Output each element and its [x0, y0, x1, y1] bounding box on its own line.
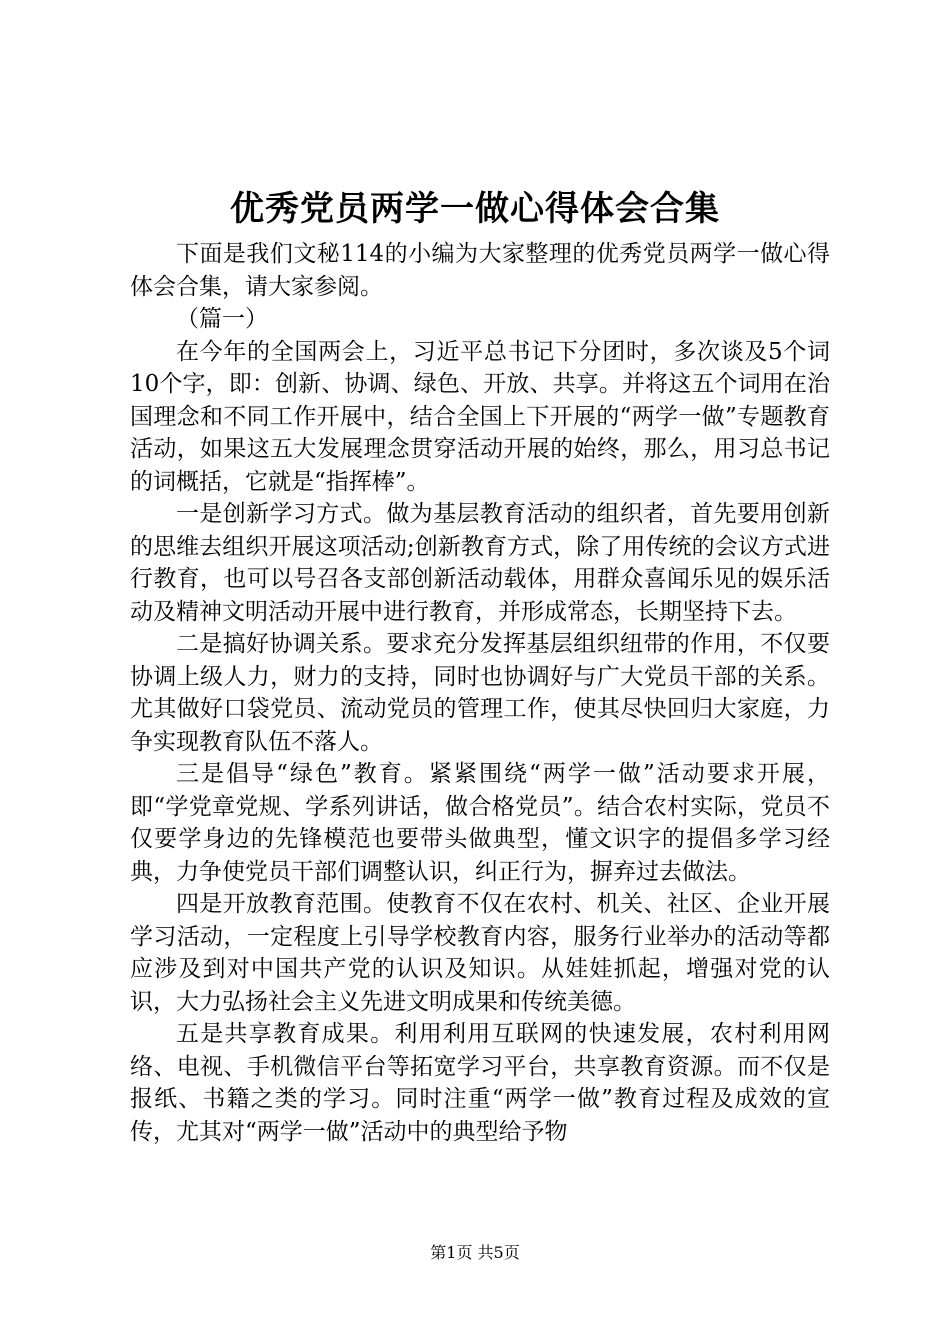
document-body: [130, 238, 830, 1148]
page-footer: 第1页 共5页: [430, 1243, 520, 1262]
paragraph-sharing: 五是共享教育成果。利用利用互联网的快速发展，农村利用网络、电视、手机微信平台等拓宽学习平台，共享教育资源。而不仅是报纸、书籍之类的学习。同时注重“两学一做”教育过程及成效的宣传，尤其对“两学一做”活动中的典型给予物: [130, 1021, 830, 1145]
paragraph-coordination: 二是搞好协调关系。要求充分发挥基层组织纽带的作用，不仅要协调上级人力，财力的支持，同时也协调好与广大党员干部的关系。尤其做好口袋党员、流动党员的管理工作，使其尽快回归大家庭，力争实现教育队伍不落人。: [130, 631, 830, 755]
paragraph-green: 三是倡导“绿色”教育。紧紧围绕“两学一做”活动要求开展，即“学党章党规、学系列讲话，做合格党员”。结合农村实际，党员不仅要学身边的先锋模范也要带头做典型，懂文识字的提倡多学习经典，力争使党员干部们调整认识，纠正行为，摒弃过去做法。: [130, 761, 830, 885]
paragraph-openness: 四是开放教育范围。使教育不仅在农村、机关、社区、企业开展学习活动，一定程度上引导学校教育内容，服务行业举办的活动等都应涉及到对中国共产党的认识及知识。从娃娃抓起，增强对党的认识，大力弘扬社会主义先进文明成果和传统美德。: [130, 891, 830, 1015]
paragraph-section-label: （篇一）: [176, 306, 268, 332]
paragraph-overview: 在今年的全国两会上，习近平总书记下分团时，多次谈及5个词10个字，即：创新、协调、绿色、开放、共享。并将这五个词用在治国理念和不同工作开展中，结合全国上下开展的“两学一做”专题教育活动，如果这五大发展理念贯穿活动开展的始终，那么，用习总书记的词概括，它就是“指挥棒”。: [130, 338, 830, 495]
paragraph-innovation: 一是创新学习方式。做为基层教育活动的组织者，首先要用创新的思维去组织开展这项活动;创新教育方式，除了用传统的会议方式进行教育，也可以号召各支部创新活动载体，用群众喜闻乐见的娱乐活动及精神文明活动开展中进行教育，并形成常态，长期坚持下去。: [130, 501, 830, 625]
document-title: 优秀党员两学一做心得体会合集: [230, 189, 720, 229]
paragraph-intro: 下面是我们文秘114的小编为大家整理的优秀党员两学一做心得体会合集，请大家参阅。: [130, 241, 830, 300]
